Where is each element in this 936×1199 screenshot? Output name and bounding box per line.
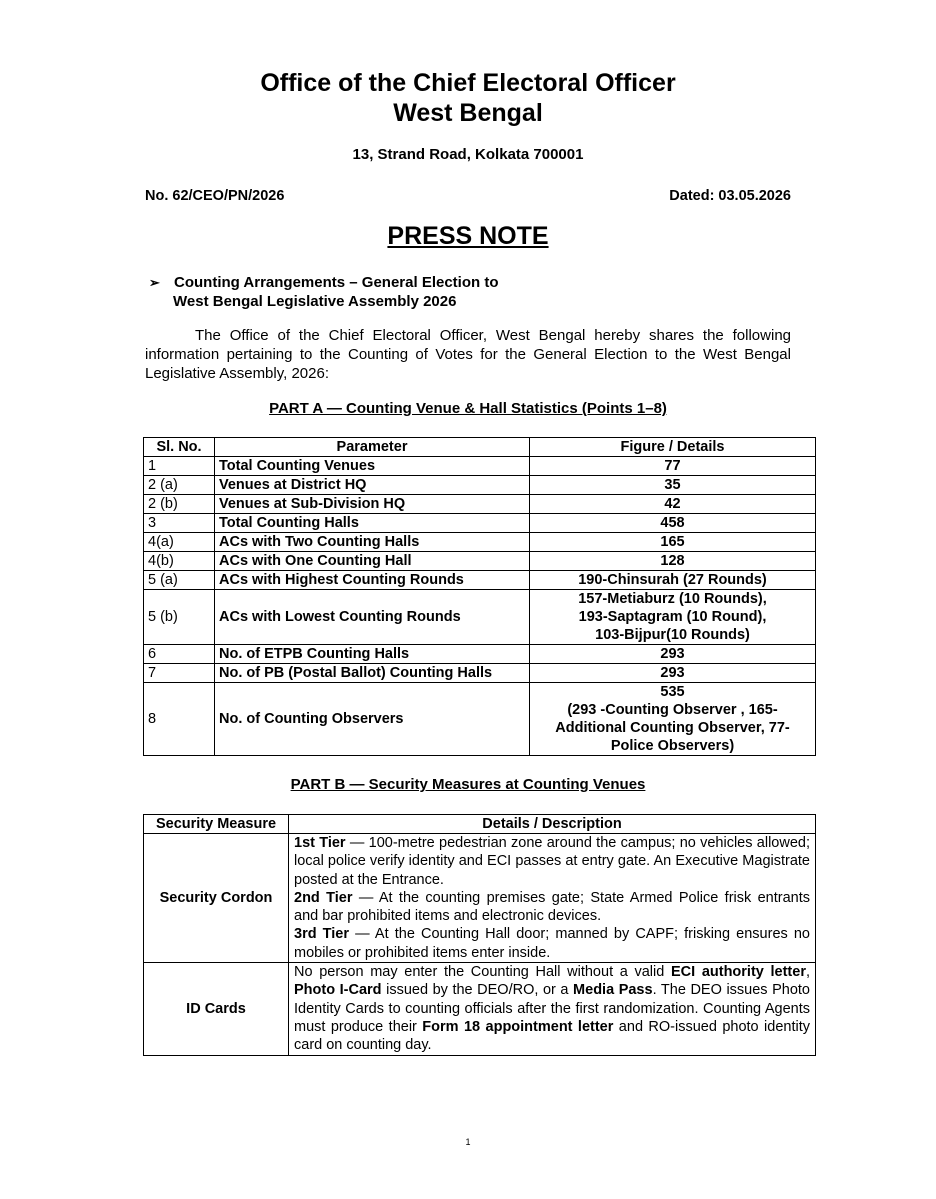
row-parameter: ACs with One Counting Hall — [215, 552, 530, 571]
id-cards-text: No person may enter the Counting Hall without a valid — [294, 964, 671, 981]
table-row — [144, 683, 816, 756]
row-sl-no: 1 — [144, 457, 215, 476]
figure-line: (293 -Counting Observer , 165- — [567, 702, 778, 718]
row-figure: 293 — [530, 645, 816, 664]
table-row — [144, 645, 816, 664]
column-header-sl-no: Sl. No. — [144, 438, 215, 457]
row-figure: 458 — [530, 514, 816, 533]
row-sl-no: 5 (a) — [144, 571, 215, 590]
row-sl-no: 3 — [144, 514, 215, 533]
id-cards-text: issued by the DEO/RO, or a — [381, 982, 574, 999]
row-parameter: No. of PB (Postal Ballot) Counting Halls — [215, 664, 530, 683]
row-sl-no: 4(a) — [144, 533, 215, 552]
table-row — [144, 552, 816, 571]
row-parameter: Total Counting Venues — [215, 457, 530, 476]
security-cordon-details — [289, 834, 816, 963]
row-figure: 190-Chinsurah (27 Rounds) — [530, 571, 816, 590]
tier-1-paragraph — [294, 834, 810, 889]
row-figure-multiline — [530, 590, 816, 645]
row-figure: 165 — [530, 533, 816, 552]
row-figure: 35 — [530, 476, 816, 495]
row-parameter: ACs with Highest Counting Rounds — [215, 571, 530, 590]
row-sl-no: 2 (b) — [144, 495, 215, 514]
id-cards-details — [289, 963, 816, 1055]
office-address: 13, Strand Road, Kolkata 700001 — [352, 146, 584, 163]
id-cards-text: and RO-issued photo identity card on counting day. — [294, 1018, 810, 1054]
tier-3-text: — At the Counting Hall door; manned by CAPF; frisking ensures no mobiles or prohibited items enter inside. — [294, 926, 810, 961]
arrow-bullet-icon: ➢ — [149, 275, 160, 290]
office-title: Office of the Chief Electoral Officer — [260, 69, 676, 97]
row-figure: 293 — [530, 664, 816, 683]
counting-statistics-table — [143, 437, 816, 756]
table-row — [144, 590, 816, 645]
row-figure: 128 — [530, 552, 816, 571]
subject-line-1: Counting Arrangements – General Election to — [174, 274, 499, 291]
table-row — [144, 664, 816, 683]
id-cards-bold: Photo I-Card — [294, 982, 382, 999]
table-header-row — [144, 815, 816, 834]
id-cards-label: ID Cards — [144, 963, 289, 1055]
row-parameter: Venues at District HQ — [215, 476, 530, 495]
security-cordon-label: Security Cordon — [144, 834, 289, 963]
row-sl-no: 5 (b) — [144, 590, 215, 645]
press-note-heading: PRESS NOTE — [387, 222, 549, 250]
row-parameter: No. of ETPB Counting Halls — [215, 645, 530, 664]
row-figure: 42 — [530, 495, 816, 514]
reference-number: No. 62/CEO/PN/2026 — [145, 188, 285, 204]
column-header-details: Details / Description — [289, 815, 816, 834]
table-header-row — [144, 438, 816, 457]
tier-3-label: 3rd Tier — [294, 926, 350, 943]
table-row — [144, 533, 816, 552]
row-figure: 77 — [530, 457, 816, 476]
figure-line: 193-Saptagram (10 Round), — [578, 609, 767, 625]
tier-2-paragraph — [294, 889, 810, 926]
table-row — [144, 834, 816, 963]
table-row — [144, 963, 816, 1055]
table-row — [144, 457, 816, 476]
tier-2-text: — At the counting premises gate; State Armed Police frisk entrants and bar prohibited items and electronic devices. — [294, 889, 810, 925]
tier-3-paragraph — [294, 925, 810, 962]
row-sl-no: 2 (a) — [144, 476, 215, 495]
row-parameter: Venues at Sub-Division HQ — [215, 495, 530, 514]
row-parameter: ACs with Two Counting Halls — [215, 533, 530, 552]
table-row — [144, 514, 816, 533]
part-b-title: PART B — Security Measures at Counting Venues — [290, 776, 646, 793]
table-row — [144, 476, 816, 495]
column-header-security-measure: Security Measure — [144, 815, 289, 834]
figure-line: 157-Metiaburz (10 Rounds), — [578, 591, 767, 607]
row-sl-no: 4(b) — [144, 552, 215, 571]
figure-line: 103-Bijpur(10 Rounds) — [595, 627, 750, 643]
date-line: Dated: 03.05.2026 — [669, 188, 791, 204]
tier-1-label: 1st Tier — [294, 835, 346, 851]
row-parameter: Total Counting Halls — [215, 514, 530, 533]
row-parameter: No. of Counting Observers — [215, 683, 530, 756]
figure-line: Additional Counting Observer, 77- — [555, 720, 790, 736]
row-sl-no: 7 — [144, 664, 215, 683]
column-header-parameter: Parameter — [215, 438, 530, 457]
tier-1-text: — 100-metre pedestrian zone around the campus; no vehicles allowed; local police verify identity and ECI passes at entry gate. An Executive Magistrate posted at the Entrance. — [294, 835, 810, 888]
tier-2-label: 2nd Tier — [294, 889, 353, 906]
id-cards-bold: Media Pass — [573, 982, 653, 999]
table-row — [144, 495, 816, 514]
part-a-title: PART A — Counting Venue & Hall Statistics (Points 1–8) — [269, 400, 667, 417]
page-number: 1 — [465, 1137, 471, 1147]
id-cards-text: . The DEO issues Photo Identity Cards to counting officials after the first randomization. Counting Agents must produce their — [294, 982, 810, 1035]
intro-paragraph: The Office of the Chief Electoral Officer, West Bengal hereby shares the following information pertaining to the Counting of Votes for the General Election to the West Bengal Legislative Assembly, 2026: — [145, 327, 791, 382]
row-sl-no: 6 — [144, 645, 215, 664]
row-sl-no: 8 — [144, 683, 215, 756]
id-cards-bold: Form 18 appointment letter — [422, 1018, 614, 1035]
subject-line-2: West Bengal Legislative Assembly 2026 — [173, 293, 457, 310]
table-row — [144, 571, 816, 590]
row-figure-multiline — [530, 683, 816, 756]
state-title: West Bengal — [393, 99, 543, 127]
id-cards-text: , — [805, 964, 811, 981]
column-header-figure: Figure / Details — [530, 438, 816, 457]
row-parameter: ACs with Lowest Counting Rounds — [215, 590, 530, 645]
id-cards-bold: ECI authority letter — [670, 964, 806, 981]
figure-line: 535 — [660, 684, 685, 700]
security-measures-table — [143, 814, 816, 1056]
figure-line: Police Observers) — [610, 738, 735, 754]
